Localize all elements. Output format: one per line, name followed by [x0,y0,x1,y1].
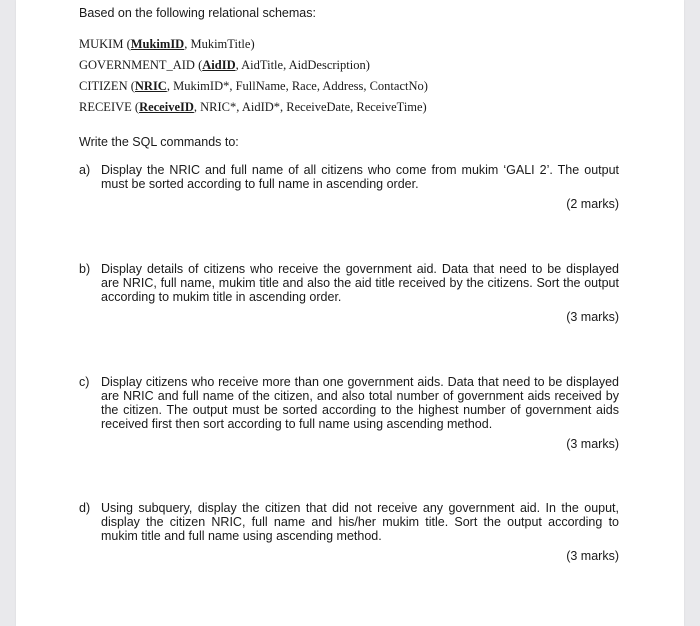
schema-attributes: , MukimID*, FullName, Race, Address, ContactNo) [166,79,428,93]
primary-key: NRIC [134,79,167,93]
question-label: b) [79,262,91,276]
schema-attributes: , AidTitle, AidDescription) [235,58,370,72]
question-text: Display details of citizens who receive the government aid. Data that need to be displayed are NRIC, full name, mukim title and also the aid title received by the citizens. Sort the output according to mukim title in ascending order. [101,262,619,304]
question-marks: (3 marks) [566,549,619,563]
schema-citizen [79,76,428,97]
schema-name: GOVERNMENT_AID ( [79,58,203,72]
question-a [79,163,619,211]
question-d [79,501,619,563]
intro-text: Based on the following relational schemas: [79,6,316,20]
document-page [16,0,684,626]
schema-list [79,34,428,118]
question-marks: (2 marks) [566,197,619,211]
schema-name: RECEIVE ( [79,100,140,114]
instruction-text: Write the SQL commands to: [79,135,239,149]
question-text: Display the NRIC and full name of all citizens who come from mukim ‘GALI 2’. The output must be sorted according to full name in ascending order. [101,163,619,191]
schema-government-aid [79,55,428,76]
primary-key: MukimID [130,37,185,51]
question-label: c) [79,375,90,389]
question-text: Display citizens who receive more than one government aids. Data that need to be displayed are NRIC and full name of the citizen, and also total number of government aids received by the citizen. The output must be sorted according to the highest number of government aids received first then sort according to full name using ascending method. [101,375,619,431]
primary-key: AidID [202,58,236,72]
schema-attributes: , MukimTitle) [184,37,255,51]
schema-attributes: , NRIC*, AidID*, ReceiveDate, ReceiveTime) [193,100,427,114]
question-b [79,262,619,324]
schema-mukim [79,34,428,55]
schema-name: CITIZEN ( [79,79,135,93]
question-label: d) [79,501,91,515]
schema-name: MUKIM ( [79,37,131,51]
primary-key: ReceiveID [139,100,194,114]
question-label: a) [79,163,91,177]
question-c [79,375,619,451]
question-text: Using subquery, display the citizen that did not receive any government aid. In the ouput, display the citizen NRIC, full name and his/her mukim title. Sort the output according to mukim title and full name using ascending method. [101,501,619,543]
question-marks: (3 marks) [566,437,619,451]
question-marks: (3 marks) [566,310,619,324]
schema-receive [79,97,428,118]
